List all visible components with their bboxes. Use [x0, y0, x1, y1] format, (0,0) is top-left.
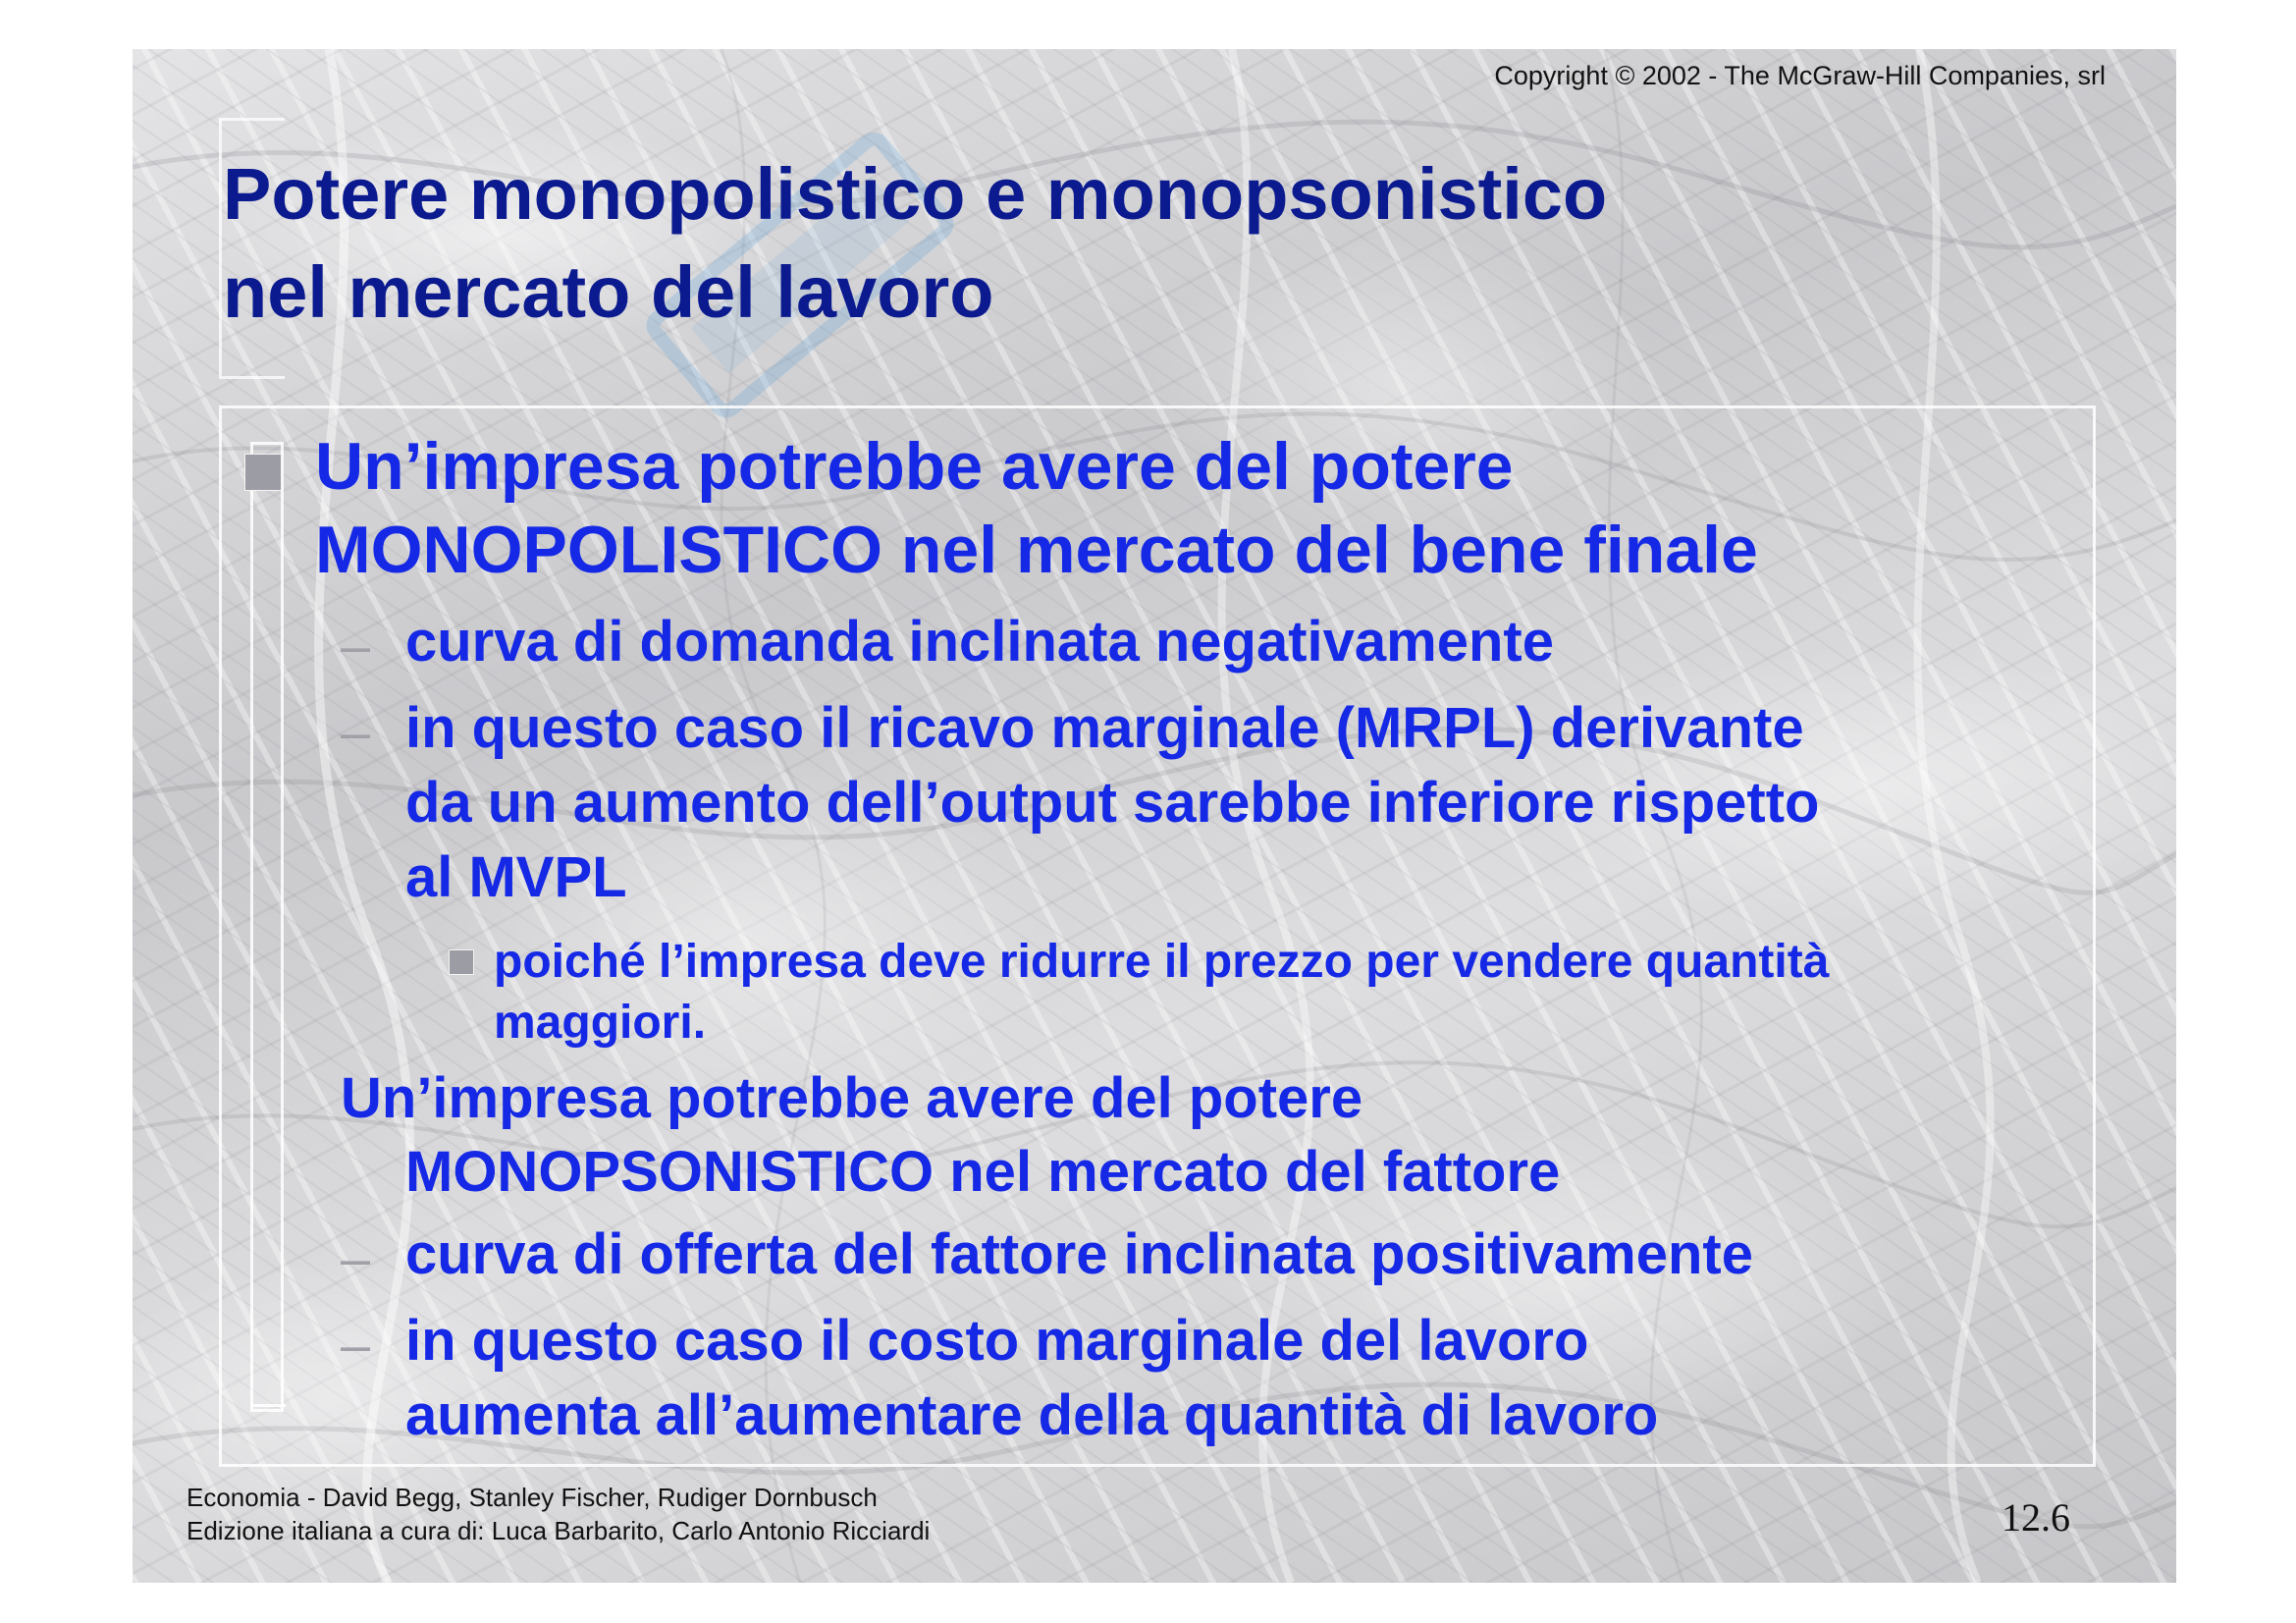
copyright-notice: Copyright © 2002 - The McGraw-Hill Companies, srl [1494, 61, 2106, 90]
bullet-3-line-1: in questo caso il ricavo marginale (MRPL) derivante [405, 696, 1804, 760]
content-rail-tick [250, 1404, 286, 1407]
square-bullet-icon [244, 454, 282, 491]
bullet-7-line-1: in questo caso il costo marginale del lavoro [405, 1309, 1589, 1373]
dash-bullet-icon: – [341, 703, 371, 762]
bullet-4-line-1: poiché l’impresa deve ridurre il prezzo per vendere quantità [494, 936, 1830, 988]
bullet-1-line-2: MONOPOLISTICO nel mercato del bene finale [315, 513, 1758, 587]
footer-credits [187, 1481, 930, 1547]
bullet-7-line-2: aumenta all’aumentare della quantità di lavoro [405, 1383, 1659, 1447]
dash-bullet-icon: – [341, 617, 371, 676]
footer-authors: Economia - David Begg, Stanley Fischer, Rudiger Dornbusch [187, 1483, 878, 1512]
dash-bullet-icon: – [341, 1229, 371, 1288]
dash-bullet-icon: – [341, 1316, 371, 1375]
bullet-3-line-3: al MVPL [405, 845, 627, 909]
bullet-4-line-2: maggiori. [494, 997, 707, 1049]
bullet-2-line-1: curva di domanda inclinata negativamente [405, 610, 1554, 674]
slide [133, 49, 2176, 1583]
bullet-5-line-1: Un’impresa potrebbe avere del potere [341, 1066, 1363, 1130]
bullet-5-line-2: MONOPSONISTICO nel mercato del fattore [405, 1140, 1561, 1204]
square-bullet-icon [449, 949, 474, 975]
slide-number: 12.6 [2002, 1495, 2070, 1540]
bullet-3-line-2: da un aumento dell’output sarebbe inferiore rispetto [405, 771, 1820, 835]
bullet-1-line-1: Un’impresa potrebbe avere del potere [315, 429, 1514, 504]
slide-title: Potere monopolistico e monopsonistico nel mercato del lavoro [223, 153, 1608, 333]
bullet-6-line-1: curva di offerta del fattore inclinata positivamente [405, 1222, 1753, 1286]
content-rail [250, 442, 284, 1412]
footer-editors: Edizione italiana a cura di: Luca Barbarito, Carlo Antonio Ricciardi [187, 1516, 931, 1545]
